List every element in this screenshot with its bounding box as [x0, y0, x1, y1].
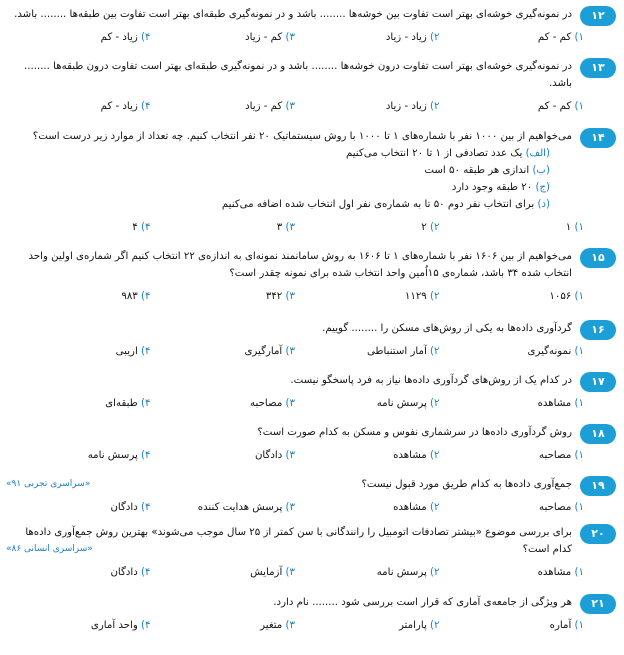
sub-statement-text: برای انتخاب نفر دوم ۵۰ تا به شماره‌ی نفر اول انتخاب شده اضافه می‌کنیم [221, 199, 535, 210]
stem-line [6, 476, 572, 493]
answer-option-1[interactable] [440, 499, 585, 516]
option-number: ۴) [141, 101, 151, 112]
question-number-badge: ۱۴ [580, 128, 616, 148]
option-number: ۳) [285, 101, 295, 112]
question-block [6, 6, 616, 46]
option-text: آماره [549, 620, 572, 631]
answer-option-2[interactable] [295, 288, 440, 305]
answer-option-3[interactable] [151, 447, 296, 464]
option-text: کم - زیاد [245, 32, 283, 43]
option-text: ۳۴۲ [265, 291, 283, 302]
option-number: ۴) [141, 620, 151, 631]
sub-statement-label: (د) [537, 199, 550, 210]
option-number: ۱) [574, 398, 584, 409]
sub-statement-text: اندازی هر طبقه ۵۰ است [424, 165, 530, 176]
option-text: زیاد - کم [100, 101, 138, 112]
option-number: ۴) [141, 222, 151, 233]
answer-option-1[interactable] [440, 219, 585, 236]
answer-option-1[interactable] [440, 343, 585, 360]
option-text: کم - کم [537, 32, 572, 43]
answer-option-1[interactable] [440, 447, 585, 464]
option-number: ۳) [285, 222, 295, 233]
question-block [6, 248, 616, 305]
question-number-badge: ۱۷ [580, 372, 616, 392]
question-number-badge: ۱۸ [580, 424, 616, 444]
option-text: ۱۰۵۶ [549, 291, 572, 302]
option-number: ۴) [141, 502, 151, 513]
option-number: ۲) [430, 291, 440, 302]
question-stem [6, 320, 572, 337]
answer-option-3[interactable] [151, 98, 296, 115]
exam-source-label: «سراسری تجربی ۹۱» [6, 479, 91, 489]
answer-option-4[interactable] [6, 343, 151, 360]
question-stem [6, 594, 572, 611]
option-text: دادگان [254, 450, 283, 461]
question-number-badge: ۲۱ [580, 594, 616, 614]
answer-option-3[interactable] [151, 343, 296, 360]
answer-option-2[interactable] [295, 499, 440, 516]
question-number-badge: ۲۰ [580, 524, 616, 544]
answer-option-1[interactable] [440, 395, 585, 412]
answer-option-3[interactable] [151, 29, 296, 46]
stem-line [6, 75, 572, 92]
option-number: ۳) [285, 502, 295, 513]
option-number: ۴) [141, 398, 151, 409]
question-block [6, 424, 616, 464]
answer-option-1[interactable] [440, 288, 585, 305]
question-block [6, 320, 616, 360]
option-text: کم - زیاد [245, 101, 283, 112]
answer-option-1[interactable] [440, 98, 585, 115]
answer-option-4[interactable] [6, 98, 151, 115]
stem-line [6, 541, 572, 558]
stem-line [6, 265, 572, 282]
question-stem [6, 476, 572, 493]
option-text: طبقه‌ای [105, 398, 138, 409]
option-text: دادگان [110, 502, 138, 513]
stem-text: در نمونه‌گیری خوشه‌ای بهتر است تفاوت درون خوشه‌ها ........ باشد و در نمونه‌گیری طبقه‌ای بهتر است تفاوت درون طبقه‌ها ........ [24, 61, 572, 72]
option-text: پرسش هدایت کننده [197, 502, 283, 513]
option-text: مصاحبه [250, 398, 283, 409]
option-text: مصاحبه [539, 502, 572, 513]
answer-option-4[interactable] [6, 499, 151, 516]
option-text: ۱ [565, 222, 572, 233]
answer-options [6, 499, 584, 516]
option-text: متغیر [260, 620, 283, 631]
option-number: ۳) [285, 450, 295, 461]
question-number-badge: ۱۳ [580, 58, 616, 78]
question-number-badge: ۱۲ [580, 6, 616, 26]
answer-options [6, 617, 584, 634]
option-text: زیاد - کم [100, 32, 138, 43]
answer-options [6, 395, 584, 412]
sub-statement [6, 196, 550, 213]
stem-text: در نمونه‌گیری خوشه‌ای بهتر است تفاوت بین خوشه‌ها ........ باشد و در نمونه‌گیری طبقه‌ای بهتر است تفاوت بین طبقه‌ها ........ باشد. [14, 9, 572, 20]
stem-line [6, 58, 572, 75]
question-stem [6, 372, 572, 389]
answer-option-4[interactable] [6, 29, 151, 46]
answer-options [6, 564, 584, 581]
option-text: پارامتر [398, 620, 427, 631]
option-number: ۱) [574, 502, 584, 513]
sub-statement-text: ۲۰ طبقه وجود دارد [451, 182, 533, 193]
question-block [6, 594, 616, 634]
stem-text: می‌خواهیم از بین ۱۰۰۰ نفر با شماره‌های ۱ تا ۱۰۰۰ با روش سیستماتیک ۲۰ نفر انتخاب کنیم. چه تعداد از موارد زیر درست است؟ [32, 131, 572, 142]
option-text: پرسش نامه [376, 398, 427, 409]
stem-text: روش گردآوری داده‌ها در سرشماری نفوس و مسکن به کدام صورت است؟ [257, 427, 572, 438]
option-number: ۱) [574, 222, 584, 233]
option-number: ۳) [285, 620, 295, 631]
answer-option-4[interactable] [6, 564, 151, 581]
option-number: ۳) [285, 32, 295, 43]
option-text: ۴ [132, 222, 138, 233]
answer-option-2[interactable] [295, 447, 440, 464]
option-number: ۲) [430, 398, 440, 409]
question-stem [6, 58, 572, 92]
option-number: ۲) [430, 620, 440, 631]
stem-text: انتخاب شده ۳۴ باشد، شماره‌ی ۱۵اُمین واحد انتخاب شده برای نمونه چقدر است؟ [229, 268, 572, 279]
stem-text: جمع‌آوری داده‌ها به کدام طریق مورد قبول نیست؟ [361, 479, 572, 490]
option-text: پرسش نامه [376, 567, 427, 578]
answer-options [6, 447, 584, 464]
option-text: اریبی [115, 346, 138, 357]
answer-options [6, 288, 584, 305]
stem-line [6, 424, 572, 441]
option-number: ۱) [574, 620, 584, 631]
answer-options [6, 219, 584, 236]
question-stem [6, 128, 572, 145]
option-number: ۳) [285, 346, 295, 357]
answer-option-3[interactable] [151, 499, 296, 516]
answer-option-4[interactable] [6, 288, 151, 305]
sub-statement-label: (الف) [525, 148, 550, 159]
option-number: ۲) [430, 222, 440, 233]
answer-option-1[interactable] [440, 564, 585, 581]
stem-text: هر ویژگی از جامعه‌ی آماری که قرار است بررسی شود ........ نام دارد. [273, 597, 572, 608]
option-text: مشاهده [393, 450, 427, 461]
stem-line [6, 128, 572, 145]
option-number: ۴) [141, 450, 151, 461]
question-stem [6, 6, 572, 23]
stem-text: در کدام یک از روش‌های گردآوری داده‌ها نیاز به فرد پاسخگو نیست. [290, 375, 572, 386]
answer-option-1[interactable] [440, 29, 585, 46]
stem-text: می‌خواهیم از بین ۱۶۰۶ نفر با شماره‌های ۱ تا ۱۶۰۶ به روش سامانمند نمونه‌ای به اندازه‌ی ۲۲ انتخاب کنیم اگر شماره‌ی اولین واحد [28, 251, 572, 262]
answer-option-3[interactable] [151, 564, 296, 581]
option-text: آمار استنباطی [366, 346, 427, 357]
option-text: ۲ [421, 222, 427, 233]
option-text: آزمایش [250, 567, 283, 578]
question-block [6, 476, 616, 516]
question-stem [6, 424, 572, 441]
answer-option-2[interactable] [295, 564, 440, 581]
answer-option-1[interactable] [440, 617, 585, 634]
answer-option-3[interactable] [151, 219, 296, 236]
answer-option-2[interactable] [295, 98, 440, 115]
option-text: مشاهده [393, 502, 427, 513]
question-number-badge: ۱۹ [580, 476, 616, 496]
option-text: مصاحبه [539, 450, 572, 461]
answer-option-3[interactable] [151, 617, 296, 634]
option-text: ۹۸۳ [121, 291, 138, 302]
option-text: نمونه‌گیری [527, 346, 572, 357]
sub-statement-label: (ب) [532, 165, 550, 176]
question-block [6, 128, 616, 236]
answer-option-2[interactable] [295, 617, 440, 634]
sub-statement [6, 179, 550, 196]
option-number: ۱) [574, 101, 584, 112]
option-number: ۱) [574, 567, 584, 578]
option-text: دادگان [110, 567, 138, 578]
option-number: ۲) [430, 346, 440, 357]
stem-text: برای بررسی موضوع «بیشتر تصادفات اتومبیل را رانندگانی با سن کمتر از ۲۵ سال موجب می‌شوند» بهترین روش جمع‌آوری داده‌ها [25, 527, 572, 538]
option-number: ۴) [141, 567, 151, 578]
question-stem [6, 248, 572, 282]
sub-statement [6, 145, 550, 162]
stem-line [6, 524, 572, 541]
option-text: آمارگیری [244, 346, 283, 357]
answer-option-3[interactable] [151, 288, 296, 305]
stem-text: باشد. [548, 78, 572, 89]
option-number: ۲) [430, 502, 440, 513]
stem-line [6, 248, 572, 265]
option-number: ۴) [141, 346, 151, 357]
answer-option-4[interactable] [6, 617, 151, 634]
option-number: ۳) [285, 398, 295, 409]
option-number: ۴) [141, 291, 151, 302]
question-block [6, 372, 616, 412]
question-stem [6, 524, 572, 558]
question-number-badge: ۱۶ [580, 320, 616, 340]
option-text: کم - کم [537, 101, 572, 112]
option-text: واحد آماری [90, 620, 138, 631]
stem-text: گردآوری داده‌ها به یکی از روش‌های مسکن را ........ گوییم. [322, 323, 572, 334]
answer-option-4[interactable] [6, 219, 151, 236]
option-number: ۱) [574, 346, 584, 357]
answer-option-3[interactable] [151, 395, 296, 412]
option-text: ۱۱۲۹ [404, 291, 427, 302]
option-text: زیاد - زیاد [385, 32, 427, 43]
sub-statement [6, 162, 550, 179]
question-number-badge: ۱۵ [580, 248, 616, 268]
stem-line [6, 320, 572, 337]
option-number: ۲) [430, 450, 440, 461]
option-number: ۲) [430, 567, 440, 578]
stem-line [6, 6, 572, 23]
option-text: مشاهده [537, 567, 572, 578]
option-number: ۱) [574, 450, 584, 461]
option-number: ۲) [430, 101, 440, 112]
option-number: ۳) [285, 567, 295, 578]
stem-text: کدام است؟ [522, 544, 572, 555]
answer-option-2[interactable] [295, 395, 440, 412]
stem-line [6, 372, 572, 389]
answer-option-2[interactable] [295, 29, 440, 46]
option-text: مشاهده [537, 398, 572, 409]
answer-option-4[interactable] [6, 447, 151, 464]
option-number: ۴) [141, 32, 151, 43]
question-block [6, 524, 616, 581]
exam-source-label: «سراسری انسانی ۸۶» [6, 544, 93, 554]
option-text: زیاد - زیاد [385, 101, 427, 112]
answer-option-2[interactable] [295, 219, 440, 236]
sub-statement-label: (ج) [535, 182, 550, 193]
option-text: پرسش نامه [87, 450, 138, 461]
answer-option-2[interactable] [295, 343, 440, 360]
question-block [6, 58, 616, 115]
option-number: ۲) [430, 32, 440, 43]
option-number: ۱) [574, 291, 584, 302]
sub-statement-text: یک عدد تصادفی از ۱ تا ۲۰ انتخاب می‌کنیم [345, 148, 523, 159]
answer-options [6, 98, 584, 115]
option-text: ۳ [276, 222, 283, 233]
option-number: ۱) [574, 32, 584, 43]
option-number: ۳) [285, 291, 295, 302]
stem-line [6, 594, 572, 611]
answer-options [6, 343, 584, 360]
answer-option-4[interactable] [6, 395, 151, 412]
answer-options [6, 29, 584, 46]
